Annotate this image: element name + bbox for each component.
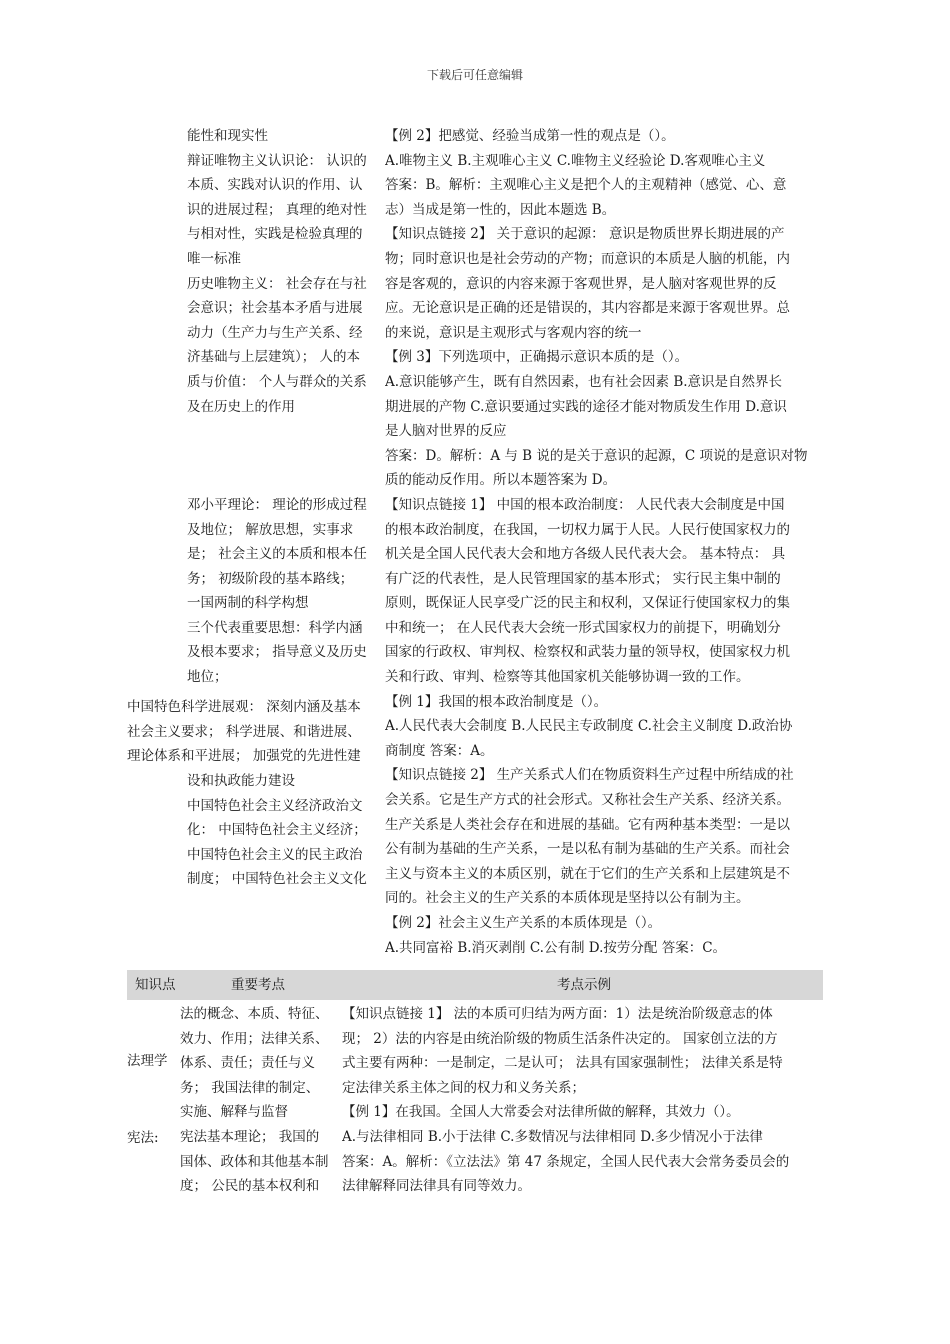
text-line: 公有制为基础的生产关系，一是以私有制为基础的生产关系。而社会 — [385, 841, 790, 858]
text-line: 生产关系是人类社会存在和进展的基础。它有两种基本类型：一是以 — [385, 816, 790, 833]
text-line: 答案：D。解析：A 与 B 说的是关于意识的起源，C 项说的是意识对物 — [385, 447, 808, 464]
text-line: 辩证唯物主义认识论： 认识的 — [187, 152, 367, 169]
text-line: 三个代表重要思想：科学内涵 — [187, 619, 363, 636]
text-line: 与相对性，实践是检验真理的 — [187, 226, 363, 243]
text-line: A.唯物主义 B.主观唯心主义 C.唯物主义经验论 D.客观唯心主义 — [385, 152, 766, 169]
text-line: A.意识能够产生，既有自然因素，也有社会因素 B.意识是自然界长 — [385, 373, 783, 390]
left-column-2 — [187, 769, 383, 892]
table-cell-line: 法的概念、本质、特征、 — [180, 1006, 329, 1022]
text-line: 应。无论意识是正确的还是错误的，其内容都是来源于客观世界。总 — [385, 300, 790, 317]
text-line: 一国两制的科学构想 — [187, 595, 309, 612]
text-line: 的来说，意识是主观形式与客观内容的统一 — [385, 324, 642, 341]
text-line: 务； 初级阶段的基本路线； — [187, 570, 354, 587]
text-line: 是； 社会主义的本质和根本任 — [187, 546, 367, 563]
text-line: A.共同富裕 B.消灭剥削 C.公有制 D.按劳分配 答案：C。 — [385, 939, 727, 956]
category-jurisprudence: 法理学 — [127, 1053, 168, 1069]
text-line: 【例 1】我国的根本政治制度是（）。 — [385, 693, 608, 710]
text-line: 中国特色社会主义经济政治文 — [187, 797, 363, 814]
text-line: 同的。社会主义的生产关系的本质体现是坚持以公有制为主。 — [385, 890, 750, 907]
text-line: 设和执政能力建设 — [187, 773, 295, 789]
text-line: 邓小平理论： 理论的形成过程 — [187, 496, 367, 513]
table-right-column — [342, 1002, 822, 1199]
text-line: 有广泛的代表性，是人民管理国家的基本形式； 实行民主集中制的 — [385, 570, 781, 587]
text-line: 主义与资本主义的本质区别，就在于它们的生产关系和上层建筑是不 — [385, 865, 790, 882]
text-line: 化： 中国特色社会主义经济； — [187, 822, 367, 839]
text-line: 商制度 答案：A。 — [385, 742, 494, 759]
text-line: 济基础与上层建筑）； 人的本 — [187, 349, 361, 366]
text-line — [187, 444, 383, 469]
text-line: 及在历史上的作用 — [187, 398, 295, 415]
text-line: 答案：B。解析：主观唯心主义是把个人的主观精神（感觉、心、意 — [385, 177, 787, 194]
text-line: 地位； — [187, 669, 228, 686]
text-line: 关和行政、审判、检察等其他国家机关能够协调一致的工作。 — [385, 669, 750, 686]
text-line: 质的能动反作用。所以本题答案为 D。 — [385, 472, 617, 489]
table-cell-line: 实施、解释与监督 — [180, 1104, 288, 1121]
text-line: 能性和现实性 — [187, 128, 268, 144]
text-line: 中国特色科学进展观： 深刻内涵及基本 — [127, 699, 361, 715]
text-line: 容是客观的，意识的内容来源于客观世界，是人脑对客观世界的反 — [385, 275, 777, 292]
text-line: 本质、实践对认识的作用、认 — [187, 177, 363, 194]
text-line: 中和统一； 在人民代表大会统一形式国家权力的前提下，明确划分 — [385, 619, 781, 636]
text-line: 理论体系和平进展； 加强党的先进性建 — [127, 748, 361, 765]
text-line: 【例 2】社会主义生产关系的本质体现是（）。 — [385, 915, 662, 931]
text-line: 社会主义要求； 科学进展、和谐进展、 — [127, 723, 361, 740]
text-line: 唯一标准 — [187, 250, 241, 267]
table-cell-line: 体系、责任；责任与义 — [180, 1055, 315, 1072]
header-knowledge-point: 知识点 — [135, 977, 176, 993]
text-line: 【知识点链接 2】 生产关系式人们在物质资料生产过程中所结成的社 — [385, 767, 794, 784]
header-key-point: 重要考点 — [231, 977, 285, 993]
table-middle-column — [180, 1002, 342, 1199]
text-line: 机关是全国人民代表大会和地方各级人民代表大会。 基本特点： 具 — [385, 546, 786, 563]
table-cell-line: 宪法基本理论； 我国的 — [180, 1128, 320, 1145]
text-line: 质与价值： 个人与群众的关系 — [187, 373, 367, 390]
text-line: 是人脑对世界的反应 — [385, 423, 507, 440]
category-constitution: 宪法: — [127, 1130, 159, 1146]
right-column-examples — [385, 124, 825, 960]
table-cell-line: 式主要有两种：一是制定，二是认可； 法具有国家强制性； 法律关系是特 — [342, 1055, 783, 1072]
page-header: 下载后可任意编辑 — [426, 68, 523, 82]
text-line: 【知识点链接 2】 关于意识的起源： 意识是物质世界长期进展的产 — [385, 226, 785, 243]
header-example: 考点示例 — [557, 977, 611, 993]
table-cell-line: 答案：A。解析：《立法法》第 47 条规定，全国人民代表大会常务委员会的 — [342, 1153, 790, 1170]
text-line: 期进展的产物 C.意识要通过实践的途径才能对物质发生作用 D.意识 — [385, 398, 787, 415]
table-cell-line: 国体、政体和其他基本制 — [180, 1153, 329, 1170]
text-line: 历史唯物主义： 社会存在与社 — [187, 275, 367, 292]
table-header — [127, 970, 823, 1000]
text-line — [187, 468, 383, 493]
left-column-1 — [187, 124, 383, 690]
table-cell-line: 效力、作用；法律关系、 — [180, 1030, 329, 1047]
text-line: 物；同时意识也是社会劳动的产物；而意识的本质是人脑的机能，内 — [385, 250, 790, 267]
table-cell-line: 现； 2）法的内容是由统治阶级的物质生活条件决定的。 国家创立法的方 — [342, 1030, 778, 1047]
text-line: 国家的行政权、审判权、检察权和武装力量的领导权，使国家权力机 — [385, 644, 790, 661]
text-line: 的根本政治制度，在我国，一切权力属于人民。人民行使国家权力的 — [385, 521, 790, 538]
text-line: 制度； 中国特色社会主义文化 — [187, 871, 367, 888]
text-line: 识的进展过程； 真理的绝对性 — [187, 201, 367, 218]
table-cell-line: 【例 1】在我国。全国人大常委会对法律所做的解释，其效力（）。 — [342, 1104, 740, 1121]
text-line: 及根本要求； 指导意义及历史 — [187, 644, 367, 661]
text-line: 会意识；社会基本矛盾与进展 — [187, 300, 363, 317]
table-cell-line: 定法律关系主体之间的权力和义务关系； — [342, 1079, 585, 1096]
table-cell-line: 务； 我国法律的制定、 — [180, 1079, 320, 1096]
text-line: 原则，既保证人民享受广泛的民主和权利，又保证行使国家权力的集 — [385, 595, 790, 612]
text-line: 会关系。它是生产方式的社会形式。又称社会生产关系、经济关系。 — [385, 792, 790, 809]
table-cell-line: 法律解释同法律具有同等效力。 — [342, 1178, 531, 1195]
table-cell-line: A.与法律相同 B.小于法律 C.多数情况与法律相同 D.多少情况小于法律 — [342, 1128, 763, 1145]
text-line: 【知识点链接 1】 中国的根本政治制度： 人民代表大会制度是中国 — [385, 496, 785, 513]
text-line — [187, 419, 383, 444]
text-line: A.人民代表大会制度 B.人民民主专政制度 C.社会主义制度 D.政治协 — [385, 718, 793, 735]
text-line: 及地位； 解放思想，实事求 — [187, 521, 354, 538]
text-line: 中国特色社会主义的民主政治 — [187, 846, 363, 863]
table-cell-line: 度； 公民的基本权利和 — [180, 1178, 320, 1195]
table-cell-line: 【知识点链接 1】 法的本质可归结为两方面：1）法是统治阶级意志的体 — [342, 1006, 773, 1022]
text-line: 【例 3】下列选项中，正确揭示意识本质的是（）。 — [385, 349, 689, 366]
text-line: 志）当成是第一性的，因此本题选 B。 — [385, 201, 616, 218]
left-wide-block — [127, 695, 383, 769]
text-line: 动力（生产力与生产关系、经 — [187, 324, 363, 341]
text-line: 【例 2】把感觉、经验当成第一性的观点是（）。 — [385, 128, 675, 144]
